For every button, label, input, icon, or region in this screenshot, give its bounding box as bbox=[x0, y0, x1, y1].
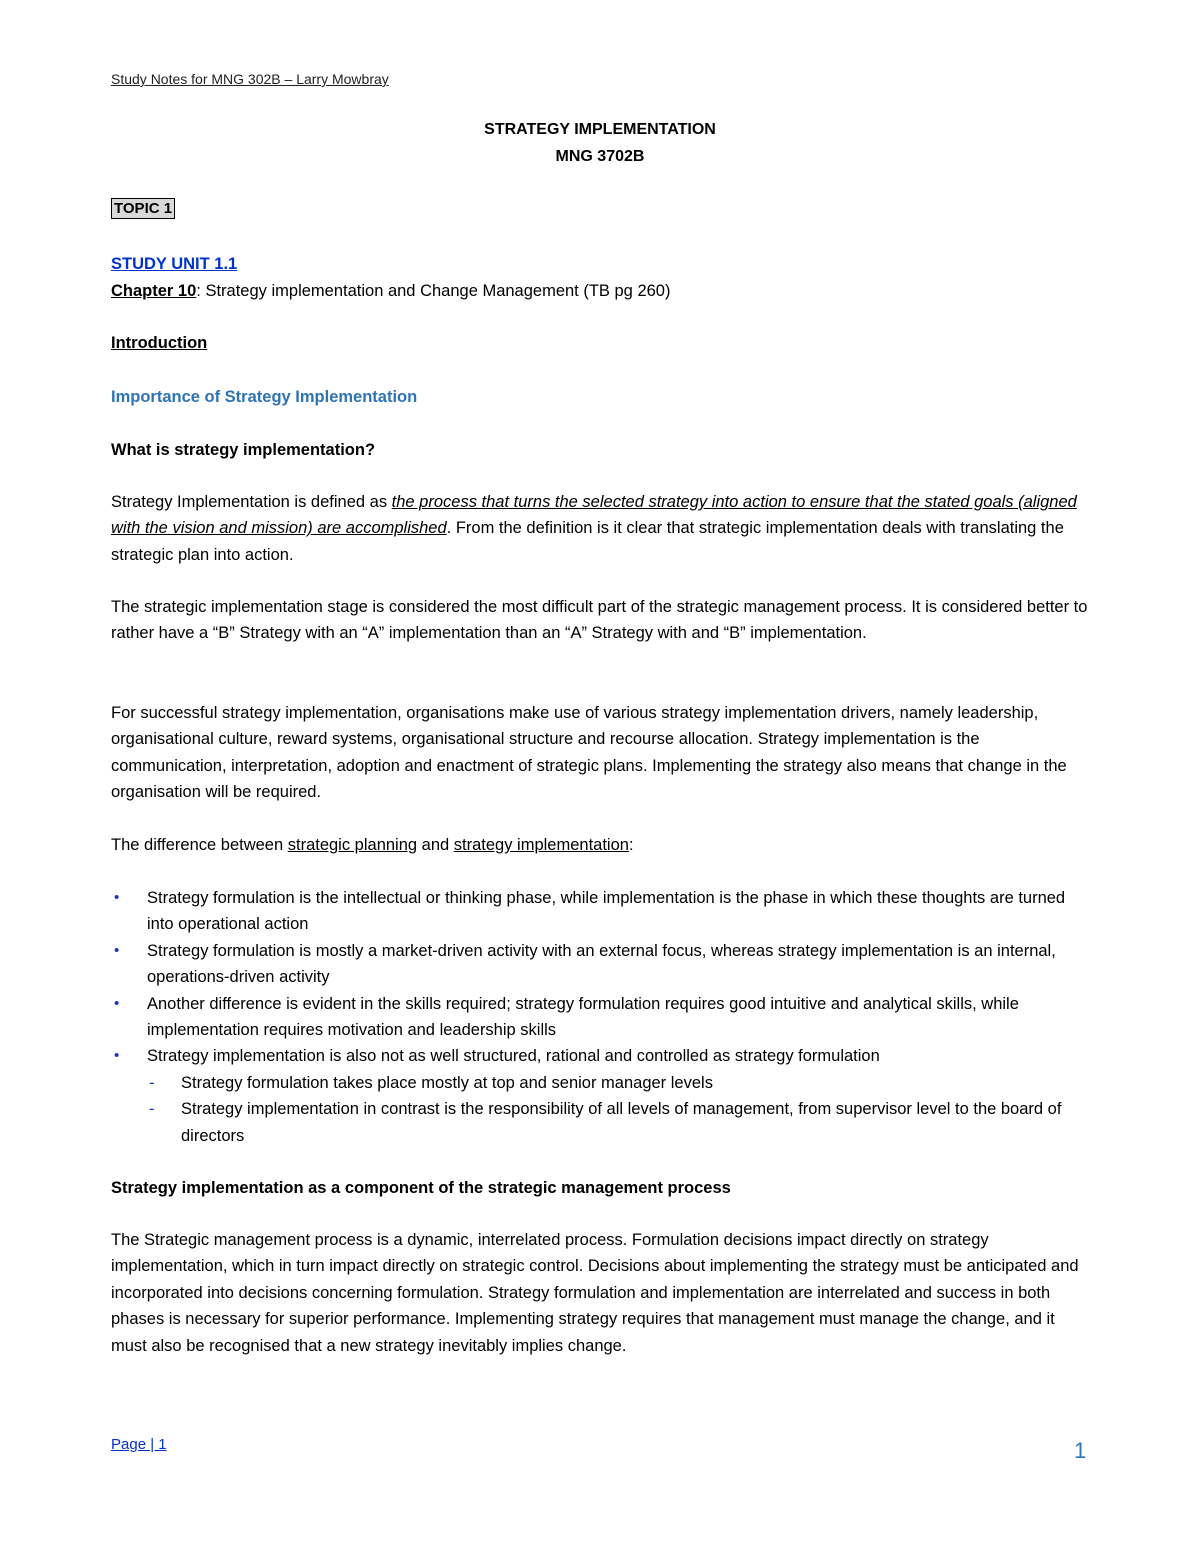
list-item-text: Strategy implementation is also not as well structured, rational and controlled as strategy formulation bbox=[147, 1047, 880, 1066]
difference-line bbox=[111, 832, 1091, 858]
difference-tail: : bbox=[628, 836, 634, 854]
list-item bbox=[111, 1043, 1091, 1069]
bullet-icon: • bbox=[114, 1047, 120, 1065]
chapter-line bbox=[111, 278, 1091, 304]
definition-tail: . From the definition is it clear that strategic implementation deals with translating the strategic plan into action. bbox=[111, 519, 1064, 564]
term-strategic-planning: strategic planning bbox=[287, 836, 418, 854]
bullet-icon: • bbox=[114, 889, 120, 906]
list-item bbox=[111, 938, 1091, 991]
list-item-text: Strategy formulation is the intellectual or thinking phase, while implementation is the phase in which these thoughts are turned into operational action bbox=[147, 889, 1066, 934]
sub-list-item-text: Strategy formulation takes place mostly at top and senior manager levels bbox=[181, 1073, 713, 1092]
definition-text: the process that turns the selected strategy into action to ensure that the stated goals (aligned with the vision and mission) are accomplished bbox=[111, 493, 1077, 538]
question-heading: What is strategy implementation? bbox=[111, 441, 376, 459]
difficulty-paragraph: The strategic implementation stage is considered the most difficult part of the strategic management process. It is considered better to rather have a “B” Strategy with an “A” implementation than an “A” Strategy with and “B” implementation. bbox=[111, 598, 1088, 643]
page-number: 1 bbox=[1074, 1438, 1087, 1463]
sub-list bbox=[111, 1070, 1091, 1149]
topic-box: TOPIC 1 bbox=[111, 198, 175, 219]
list-item bbox=[111, 991, 1091, 1044]
dash-icon: - bbox=[149, 1100, 155, 1119]
sub-list-item bbox=[111, 1096, 1091, 1149]
process-paragraph: The Strategic management process is a dynamic, interrelated process. Formulation decisions impact directly on strategy implementation, which in turn impact directly on strategic control. Decisions about implementing the strategy must be anticipated and incorporated into decisions concerning formulation. Strategy formulation and implementation are interrelated and success in both phases is necessary for superior performance. Implementing strategy requires that management must manage the change, and it must also be recognised that a new strategy inevitably implies change. bbox=[111, 1231, 1079, 1355]
difference-lead: The difference between bbox=[111, 836, 288, 854]
introduction-heading: Introduction bbox=[111, 334, 208, 352]
document-title: STRATEGY IMPLEMENTATION bbox=[484, 121, 716, 138]
chapter-label: Chapter 10 bbox=[111, 282, 197, 300]
sub-list-container bbox=[111, 1070, 1091, 1149]
difference-list bbox=[111, 885, 1091, 1149]
running-header: Study Notes for MNG 302B – Larry Mowbray bbox=[111, 71, 389, 87]
course-code: MNG 3702B bbox=[555, 148, 645, 165]
component-heading: Strategy implementation as a component of the strategic management process bbox=[111, 1179, 731, 1197]
importance-heading: Importance of Strategy Implementation bbox=[111, 388, 418, 406]
term-strategy-implementation: strategy implementation bbox=[453, 836, 629, 854]
bullet-icon: • bbox=[114, 941, 120, 959]
sub-list-item-text: Strategy implementation in contrast is the responsibility of all levels of management, from supervisor level to the board of directors bbox=[181, 1100, 1062, 1145]
list-item-text: Another difference is evident in the skills required; strategy formulation requires good intuitive and analytical skills, while implementation requires motivation and leadership skills bbox=[147, 994, 1019, 1040]
difference-mid: and bbox=[417, 836, 454, 854]
bullet-icon: • bbox=[114, 994, 120, 1012]
list-item-text: Strategy formulation is mostly a market-driven activity with an external focus, whereas strategy implementation is an internal, operations-driven activity bbox=[147, 941, 1056, 987]
definition-lead: Strategy Implementation is defined as bbox=[111, 493, 392, 511]
drivers-paragraph: For successful strategy implementation, organisations make use of various strategy implementation drivers, namely leadership, organisational culture, reward systems, organisational structure and recourse allocation. Strategy implementation is the communication, interpretation, adoption and enactment of strategic plans. Implementing the strategy also means that change in the organisation will be required. bbox=[111, 704, 1067, 802]
definition-paragraph bbox=[111, 489, 1091, 568]
list-item bbox=[111, 885, 1091, 938]
page-label-link[interactable]: Page | 1 bbox=[111, 1436, 167, 1453]
dash-icon: - bbox=[149, 1073, 155, 1092]
study-unit-link[interactable]: STUDY UNIT 1.1 bbox=[111, 255, 238, 273]
sub-list-item bbox=[111, 1070, 1091, 1096]
chapter-text: : Strategy implementation and Change Management (TB pg 260) bbox=[196, 282, 671, 300]
